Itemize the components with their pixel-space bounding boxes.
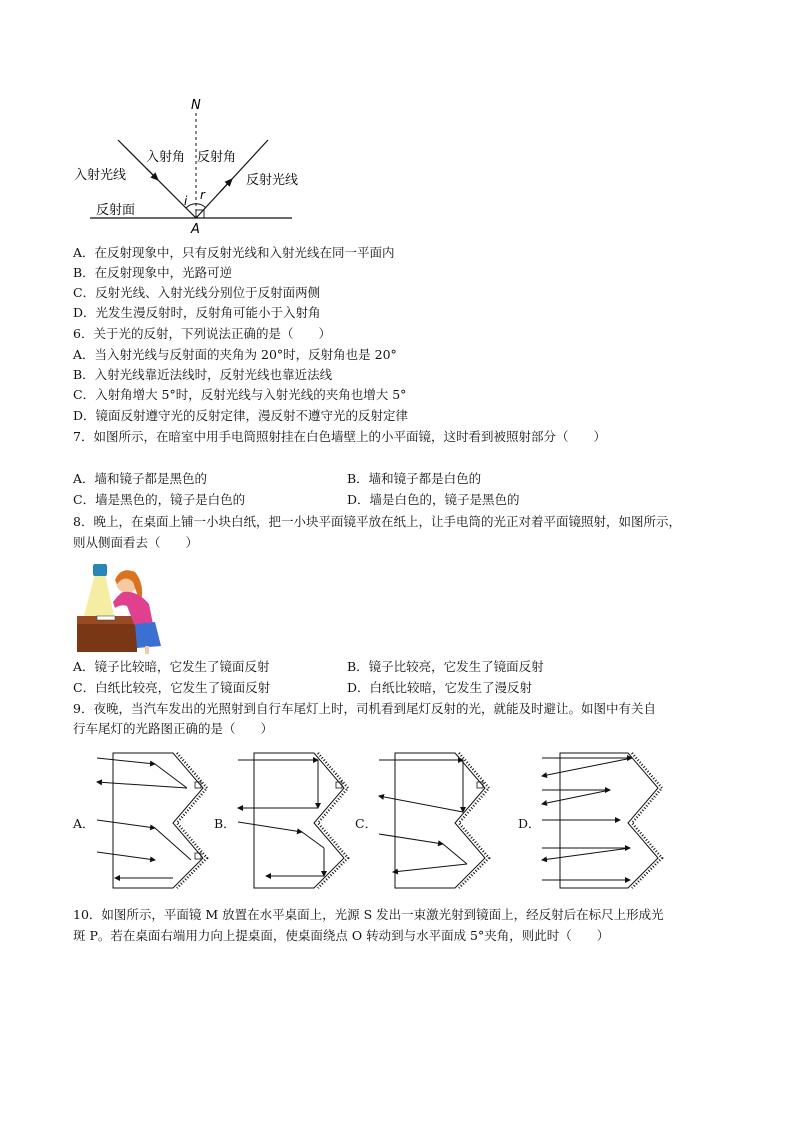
q9-label-d: D． bbox=[518, 816, 541, 831]
q7-option-c: C．墙是黑色的，镜子是白色的 bbox=[73, 492, 246, 507]
reflection-angle-label: 反射角 bbox=[197, 150, 237, 165]
reflected-ray-label: 反射光线 bbox=[246, 173, 299, 188]
q9-label-a: A． bbox=[73, 816, 95, 831]
q8-option-b: B．镜子比较亮，它发生了镜面反射 bbox=[347, 659, 544, 674]
q5-option-b: B．在反射现象中，光路可逆 bbox=[73, 265, 233, 280]
tail-light-diagram-a bbox=[95, 748, 220, 893]
reflected-arrow bbox=[220, 179, 232, 192]
q9-stem-line2: 行车尾灯的光路图正确的是（ ） bbox=[73, 721, 274, 736]
reflection-diagram bbox=[70, 95, 320, 235]
label-i: i bbox=[184, 194, 188, 208]
q5-option-c: C．反射光线、入射光线分别位于反射面两侧 bbox=[73, 285, 321, 300]
label-r: r bbox=[200, 188, 205, 202]
q7-option-b: B．墙和镜子都是白色的 bbox=[347, 471, 482, 486]
q6-stem: 6．关于光的反射，下列说法正确的是（ ） bbox=[73, 326, 331, 341]
q8-option-c: C．白纸比较亮，它发生了镜面反射 bbox=[73, 680, 271, 695]
q7-stem: 7．如图所示，在暗室中用手电筒照射挂在白色墙壁上的小平面镜，这时看到被照射部分（ ） bbox=[73, 429, 606, 444]
q7-option-d: D．墙是白色的，镜子是黑色的 bbox=[347, 492, 520, 507]
girl-leg bbox=[145, 646, 149, 654]
label-N: N bbox=[191, 98, 201, 113]
q6-option-b: B．入射光线靠近法线时，反射光线也靠近法线 bbox=[73, 367, 333, 382]
flashlight-icon bbox=[93, 564, 107, 576]
girl-skirt bbox=[135, 622, 161, 648]
q5-option-d: D．光发生漫反射时，反射角可能小于入射角 bbox=[73, 305, 321, 320]
q9-label-b: B． bbox=[214, 816, 236, 831]
tail-light-diagram-c bbox=[377, 748, 502, 893]
light-cone bbox=[83, 574, 115, 620]
q8-option-d: D．白纸比较暗，它发生了漫反射 bbox=[347, 680, 533, 695]
q6-option-d: D．镜面反射遵守光的反射定律，漫反射不遵守光的反射定律 bbox=[73, 408, 409, 423]
q7-option-a: A．墙和镜子都是黑色的 bbox=[73, 471, 208, 486]
girl-flashlight-illustration bbox=[75, 560, 175, 654]
desk-front bbox=[77, 624, 137, 652]
q8-stem-line1: 8．晚上，在桌面上铺一小块白纸，把一小块平面镜平放在纸上，让手电筒的光正对着平面镜照射，如图所示， bbox=[73, 514, 681, 529]
q6-option-a: A．当入射光线与反射面的夹角为 20°时，反射角也是 20° bbox=[73, 347, 397, 362]
incident-arrow bbox=[146, 168, 158, 180]
incident-ray-label: 入射光线 bbox=[74, 168, 127, 183]
q10-stem-line2: 斑 P。若在桌面右端用力向上提桌面，使桌面绕点 O 转动到与水平面成 5°夹角，则此时（ ） bbox=[73, 928, 610, 943]
tail-light-diagram-b bbox=[236, 748, 361, 893]
label-A: A bbox=[191, 222, 200, 235]
paper-on-desk bbox=[97, 616, 115, 620]
reflect-surface-label: 反射面 bbox=[96, 203, 136, 218]
q9-stem-line1: 9．夜晚，当汽车发出的光照射到自行车尾灯上时，司机看到尾灯反射的光，就能及时避让。如图中有关自 bbox=[73, 701, 656, 716]
q6-option-c: C．入射角增大 5°时，反射光线与入射光线的夹角也增大 5° bbox=[73, 387, 407, 402]
q10-stem-line1: 10．如图所示，平面镜 M 放置在水平桌面上，光源 S 发出一束激光射到镜面上，经反射后在标尺上形成光 bbox=[73, 907, 664, 922]
q9-label-c: C． bbox=[355, 816, 378, 831]
q8-option-a: A．镜子比较暗，它发生了镜面反射 bbox=[73, 659, 270, 674]
q8-stem-line2: 则从侧面看去（ ） bbox=[73, 535, 199, 550]
incident-angle-label: 入射角 bbox=[146, 150, 186, 165]
tail-light-diagram-d bbox=[540, 748, 675, 893]
q5-option-a: A．在反射现象中，只有反射光线和入射光线在同一平面内 bbox=[73, 245, 395, 260]
